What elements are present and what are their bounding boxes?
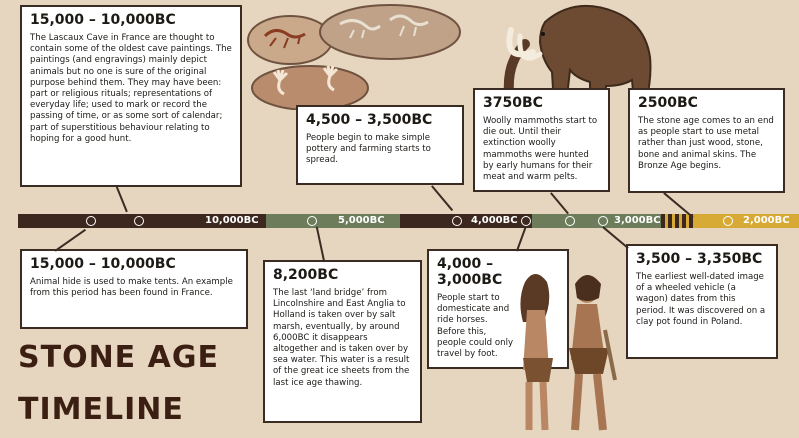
bronze-date: 2500BC [638, 95, 698, 111]
landbridge-text: The last ‘land bridge’ from Lincolnshire and East Anglia to Holland is taken over by salt marsh, eventually, by around 6,000BC it disappears altogether and is taken over by sea water. This water is a result of the great ice sheets from the last ice age thawing. [273, 288, 410, 388]
cave-people-illustration [505, 270, 620, 436]
pottery-info-box [296, 105, 464, 185]
tick-label-4000bc: 4,000BC [471, 215, 518, 226]
timeline-dot-lascaux [134, 216, 144, 226]
pottery-date: 4,500 – 3,500BC [306, 112, 433, 128]
timeline-dot-tents [86, 216, 96, 226]
connector-wheel [603, 226, 629, 248]
connector-lascaux [116, 186, 128, 212]
connector-mammoths [550, 192, 569, 214]
tick-label-3000bc: 3,000BC [614, 215, 661, 226]
lascaux-info-box [20, 5, 242, 187]
tick-label-5000bc: 5,000BC [338, 215, 385, 226]
timeline-dot-pottery [452, 216, 462, 226]
title-line-2: TIMELINE [18, 392, 184, 427]
tents-info-box [20, 249, 248, 329]
lascaux-date: 15,000 – 10,000BC [30, 12, 176, 28]
mammoths-text: Woolly mammoths start to die out. Until their extinction woolly mammoths were hunted by early humans for their meat and warm pelts. [483, 116, 598, 183]
tents-text: Animal hide is used to make tents. An example from this period has been found in France. [30, 277, 233, 299]
title-line-1: STONE AGE [18, 340, 219, 375]
wheel-text: The earliest well-dated image of a wheeled vehicle (a wagon) dates from this period. It was discovered on a clay pot found in Poland. [636, 272, 766, 327]
tick-label-2000bc: 2,000BC [743, 215, 790, 226]
bronze-info-box [628, 88, 785, 193]
mammoths-info-box [473, 88, 610, 192]
connector-pottery [431, 185, 453, 210]
horses-date: 4,000 – 3,000BC [437, 256, 503, 288]
tents-date: 15,000 – 10,000BC [30, 256, 176, 272]
landbridge-info-box [263, 260, 422, 423]
wheel-info-box [626, 244, 778, 359]
horses-text: People start to domesticate and ride horses. Before this, people could only travel by foot. [437, 293, 514, 360]
landbridge-date: 8,200BC [273, 267, 339, 283]
connector-tents [55, 229, 86, 251]
timeline-dot-horses [521, 216, 531, 226]
tick-label-10000bc: 10,000BC [205, 215, 259, 226]
mammoths-date: 3750BC [483, 95, 543, 111]
bronze-text: The stone age comes to an end as people start to use metal rather than just wood, stone, bone and animal skins. The Bronze Age begins. [638, 116, 774, 171]
connector-horses [516, 226, 526, 251]
timeline-dot-landbridge [307, 216, 317, 226]
lascaux-text: The Lascaux Cave in France are thought to contain some of the oldest cave paintings. The paintings (and engravings) mainly depict animals but no one is sure of the original purpose behind them. They may have been: part or religious rituals; representations of everyday life; used to mark or record the passing of time, or as some sort of calendar; part of superstitious behaviour relating to hoping for a good hunt. [30, 33, 232, 144]
cave-painting-rocks-illustration [240, 2, 465, 110]
timeline-dot-bronze [723, 216, 733, 226]
connector-landbridge [316, 227, 325, 263]
wheel-date: 3,500 – 3,350BC [636, 251, 763, 267]
timeline-dot-mammoths [565, 216, 575, 226]
timeline-dot-wheel [598, 216, 608, 226]
pottery-text: People begin to make simple pottery and farming starts to spread. [306, 133, 431, 166]
